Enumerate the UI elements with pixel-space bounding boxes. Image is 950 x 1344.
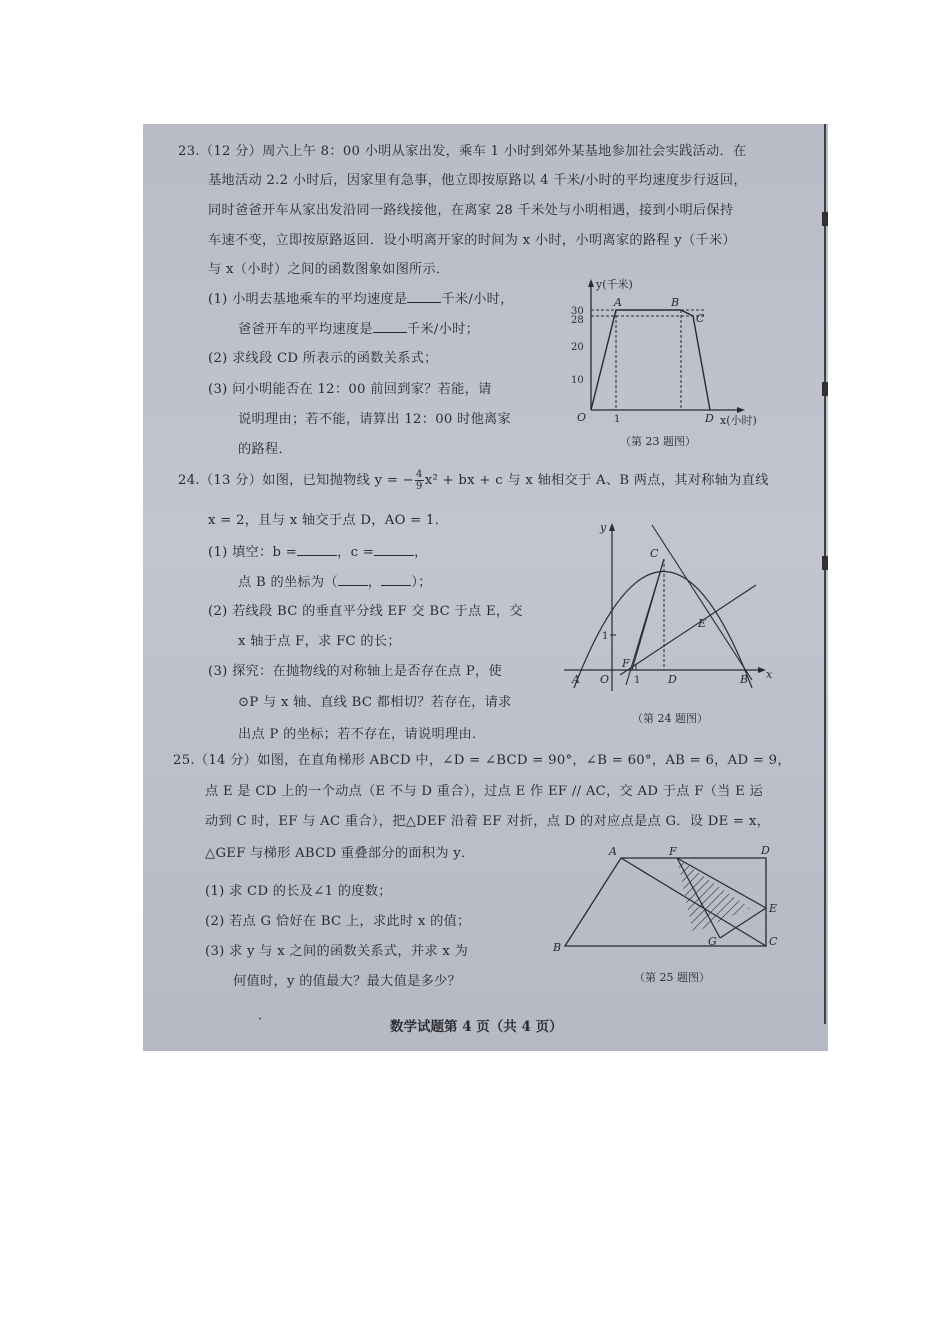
q25-line: △GEF 与梯形 ABCD 重叠部分的面积为 y．	[205, 846, 475, 861]
q23-line: 23.（12 分）周六上午 8：00 小明从家出发，乘车 1 小时到郊外某基地参加社会实践活动．在	[178, 144, 747, 159]
point-label-d: D	[668, 673, 677, 686]
fraction-denominator: 9	[416, 481, 423, 492]
page-footer: 数学试题第 4 页（共 4 页）	[390, 1019, 563, 1035]
q23-part3: 的路程．	[238, 442, 292, 457]
q23-line: 车速不变，立即按原路返回．设小明离开家的时间为 x 小时，小明离家的路程 y（千米）	[208, 233, 736, 248]
answer-blank	[374, 543, 414, 556]
q23-line: 与 x（小时）之间的函数图象如图所示．	[208, 262, 450, 277]
q23-line: 基地活动 2.2 小时后，因家里有急事，他立即按原路以 4 千米/小时的平均速度步行返回，	[208, 173, 747, 188]
q24-part3: (3) 探究：在抛物线的对称轴上是否存在点 P，使	[208, 664, 502, 679]
point-label-d: D	[705, 412, 714, 425]
q25-figure-caption: （第 25 题图）	[634, 971, 710, 984]
x-tick-label: 1	[614, 414, 621, 425]
q24-part1a	[208, 543, 428, 562]
point-label-o: O	[600, 673, 610, 686]
q24-text: (1) 填空：b =	[208, 545, 298, 560]
axis-label-y: y	[600, 521, 607, 534]
x-tick-label: 1	[634, 675, 641, 686]
q24-line	[178, 469, 769, 492]
q23-figure-caption: （第 23 题图）	[620, 435, 696, 448]
q23-part1b-unit: 千米/小时；	[406, 322, 480, 337]
q24-text: 点 B 的坐标为（	[238, 575, 338, 590]
y-tick-label: 1	[602, 631, 609, 642]
point-label-d: D	[761, 844, 770, 857]
q24-graph	[560, 515, 780, 695]
q25-line: 点 E 是 CD 上的一个动点（E 不与 D 重合），过点 E 作 EF // AC，交 AD 于点 F（当 E 运	[205, 784, 764, 799]
point-label-f: F	[669, 845, 677, 858]
q23-part1b-text: 爸爸开车的平均速度是	[238, 322, 373, 337]
q24-part1b	[238, 573, 432, 592]
point-label-o: O	[577, 411, 587, 424]
answer-blank	[373, 320, 407, 333]
y-tick-label: 10	[571, 375, 584, 386]
point-label-e: E	[698, 617, 707, 630]
q24-text: ，	[414, 545, 428, 560]
point-label-b: B	[671, 296, 680, 309]
point-label-a: A	[609, 845, 617, 858]
q23-part1a-text: (1) 小明去基地乘车的平均速度是	[208, 292, 408, 307]
edge-mark	[822, 382, 828, 396]
y-axis-label: y(千米)	[596, 278, 633, 291]
stray-dot: ·	[258, 1012, 263, 1027]
point-label-c: C	[769, 935, 778, 948]
q23-graph	[560, 274, 775, 426]
q24-line: x = 2，且与 x 轴交于点 D，AO = 1．	[208, 513, 449, 528]
fraction	[415, 469, 424, 492]
point-label-a: A	[614, 296, 622, 309]
q25-part3: 何值时，y 的值最大？最大值是多少？	[233, 974, 462, 989]
q25-part1: (1) 求 CD 的长及∠1 的度数；	[205, 884, 392, 899]
q23-part1a-unit: 千米/小时，	[441, 292, 514, 307]
answer-blank	[338, 573, 368, 586]
point-label-c: C	[650, 547, 659, 560]
answer-blank	[297, 543, 337, 556]
point-label-g: G	[708, 935, 717, 948]
q25-line: 动到 C 时，EF 与 AC 重合），把△DEF 沿着 EF 对折，点 D 的对应点是点 G．设 DE = x，	[205, 814, 771, 829]
answer-blank	[407, 290, 441, 303]
y-tick-label: 30	[571, 306, 584, 317]
q24-text: ，c =	[337, 545, 375, 560]
q23-part3: (3) 问小明能否在 12：00 前回到家？若能，请	[208, 382, 492, 397]
q24-part3: 出点 P 的坐标；若不存在，请说明理由．	[238, 727, 486, 742]
q24-line-text: 24.（13 分）如图，已知抛物线 y = −	[178, 473, 415, 488]
point-label-b: B	[553, 941, 562, 954]
q24-part3: ⊙P 与 x 轴、直线 BC 都相切？若存在，请求	[238, 695, 512, 710]
q25-trapezoid-figure	[545, 840, 785, 955]
q25-part2: (2) 若点 G 恰好在 BC 上，求此时 x 的值；	[205, 914, 471, 929]
y-tick-label: 28	[571, 315, 584, 326]
q23-part1a	[208, 290, 514, 309]
answer-blank	[381, 573, 411, 586]
q24-text: ）；	[411, 575, 432, 590]
q25-line: 25.（14 分）如图，在直角梯形 ABCD 中，∠D = ∠BCD = 90°，∠B = 60°，AB = 6，AD = 9，	[173, 753, 791, 768]
point-label-e: E	[769, 902, 778, 915]
axis-label-x: x	[766, 668, 773, 681]
page-edge-line	[824, 124, 826, 1024]
fraction-numerator: 4	[416, 469, 423, 480]
x-axis-label: x(小时)	[720, 414, 757, 426]
point-label-c: C	[696, 312, 705, 325]
point-label-a: A	[572, 673, 580, 686]
q23-part1b	[238, 320, 479, 339]
edge-mark	[822, 212, 828, 226]
y-tick-label: 20	[571, 342, 584, 353]
q24-part2: (2) 若线段 BC 的垂直平分线 EF 交 BC 于点 E，交	[208, 604, 523, 619]
q25-part3: (3) 求 y 与 x 之间的函数关系式，并求 x 为	[205, 944, 469, 959]
q23-line: 同时爸爸开车从家出发沿同一路线接他，在离家 28 千米处与小明相遇，接到小明后保持	[208, 203, 734, 218]
q23-part3: 说明理由；若不能，请算出 12：00 时他离家	[238, 412, 512, 427]
q24-text: ，	[367, 575, 382, 590]
point-label-b: B	[740, 673, 749, 686]
point-label-f: F	[622, 657, 630, 670]
q24-line-text: x² + bx + c 与 x 轴相交于 A、B 两点，其对称轴为直线	[424, 473, 769, 488]
q24-part2: x 轴于点 F，求 FC 的长；	[238, 634, 401, 649]
q24-figure-caption: （第 24 题图）	[632, 712, 708, 725]
q23-part2: (2) 求线段 CD 所表示的函数关系式；	[208, 351, 438, 366]
edge-mark	[822, 556, 828, 570]
